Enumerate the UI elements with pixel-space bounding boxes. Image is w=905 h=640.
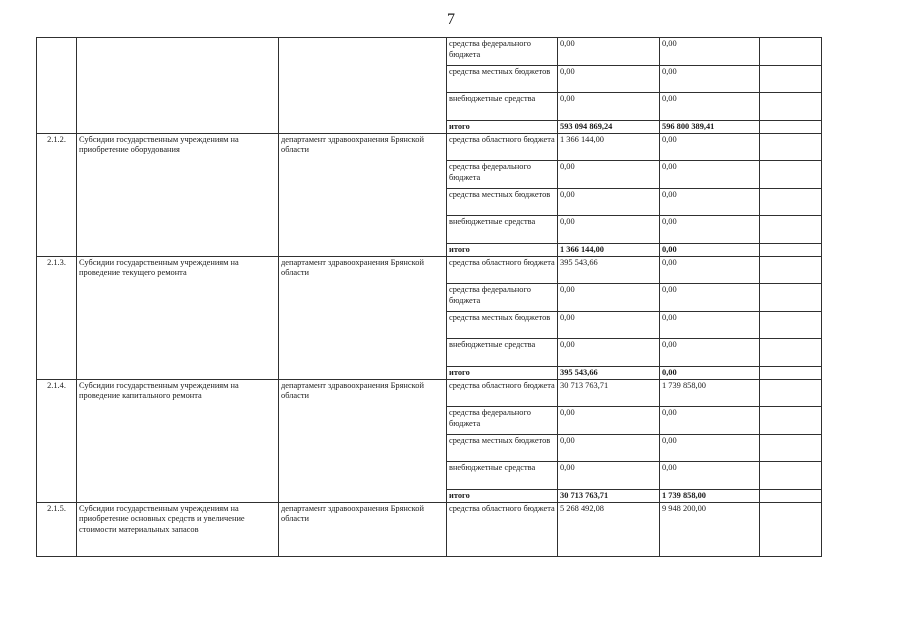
executor: департамент здравоохранения Брянской области (279, 133, 447, 256)
amount-year-2: 0,00 (660, 256, 760, 284)
amount-year-3 (760, 243, 822, 256)
amount-year-1: 0,00 (558, 93, 660, 121)
amount-year-2: 0,00 (660, 311, 760, 339)
item-number (37, 38, 77, 134)
amount-year-1: 0,00 (558, 65, 660, 93)
amount-year-1: 0,00 (558, 462, 660, 490)
amount-year-3 (760, 339, 822, 367)
amount-year-1: 0,00 (558, 339, 660, 367)
funding-source: средства федерального бюджета (447, 407, 558, 435)
amount-year-1: 0,00 (558, 161, 660, 189)
amount-year-1: 30 713 763,71 (558, 489, 660, 502)
table-row (37, 133, 822, 161)
amount-year-1: 0,00 (558, 38, 660, 66)
executor: департамент здравоохранения Брянской области (279, 256, 447, 379)
amount-year-2: 0,00 (660, 65, 760, 93)
amount-year-3 (760, 120, 822, 133)
funding-source: средства областного бюджета (447, 133, 558, 161)
amount-year-2: 0,00 (660, 339, 760, 367)
funding-source: средства федерального бюджета (447, 284, 558, 312)
funding-source: внебюджетные средства (447, 339, 558, 367)
budget-table (36, 37, 822, 557)
amount-year-2: 0,00 (660, 133, 760, 161)
table-row (37, 502, 822, 556)
amount-year-3 (760, 256, 822, 284)
amount-year-2: 0,00 (660, 188, 760, 216)
amount-year-1: 0,00 (558, 434, 660, 462)
amount-year-1: 0,00 (558, 188, 660, 216)
amount-year-3 (760, 407, 822, 435)
amount-year-3 (760, 379, 822, 407)
amount-year-1: 5 268 492,08 (558, 502, 660, 556)
item-name: Субсидии государственным учреждениям на приобретение основных средств и увеличение стоимости материальных запасов (77, 502, 279, 556)
funding-source: итого (447, 243, 558, 256)
amount-year-2: 0,00 (660, 216, 760, 244)
amount-year-1: 0,00 (558, 284, 660, 312)
executor: департамент здравоохранения Брянской области (279, 379, 447, 502)
funding-source: средства областного бюджета (447, 502, 558, 556)
amount-year-2: 0,00 (660, 366, 760, 379)
funding-source: внебюджетные средства (447, 216, 558, 244)
funding-source: итого (447, 366, 558, 379)
funding-source: средства местных бюджетов (447, 65, 558, 93)
funding-source: итого (447, 489, 558, 502)
funding-source: средства федерального бюджета (447, 38, 558, 66)
amount-year-2: 0,00 (660, 434, 760, 462)
amount-year-1: 1 366 144,00 (558, 243, 660, 256)
amount-year-2: 0,00 (660, 38, 760, 66)
amount-year-2: 1 739 858,00 (660, 379, 760, 407)
amount-year-1: 0,00 (558, 311, 660, 339)
amount-year-2: 0,00 (660, 93, 760, 121)
item-name: Субсидии государственным учреждениям на приобретение оборудования (77, 133, 279, 256)
funding-source: средства федерального бюджета (447, 161, 558, 189)
amount-year-3 (760, 311, 822, 339)
amount-year-3 (760, 93, 822, 121)
amount-year-2: 0,00 (660, 284, 760, 312)
item-name: Субсидии государственным учреждениям на проведение капитального ремонта (77, 379, 279, 502)
amount-year-3 (760, 161, 822, 189)
funding-source: средства местных бюджетов (447, 434, 558, 462)
amount-year-2: 0,00 (660, 243, 760, 256)
executor (279, 38, 447, 134)
amount-year-3 (760, 188, 822, 216)
item-number: 2.1.5. (37, 502, 77, 556)
amount-year-1: 0,00 (558, 407, 660, 435)
amount-year-1: 395 543,66 (558, 256, 660, 284)
amount-year-3 (760, 462, 822, 490)
table-row (37, 379, 822, 407)
table-row (37, 38, 822, 66)
item-number: 2.1.2. (37, 133, 77, 256)
amount-year-2: 1 739 858,00 (660, 489, 760, 502)
amount-year-3 (760, 434, 822, 462)
funding-source: внебюджетные средства (447, 93, 558, 121)
amount-year-1: 30 713 763,71 (558, 379, 660, 407)
item-name (77, 38, 279, 134)
amount-year-1: 1 366 144,00 (558, 133, 660, 161)
amount-year-3 (760, 65, 822, 93)
amount-year-3 (760, 38, 822, 66)
funding-source: средства местных бюджетов (447, 188, 558, 216)
item-number: 2.1.4. (37, 379, 77, 502)
amount-year-3 (760, 366, 822, 379)
funding-source: внебюджетные средства (447, 462, 558, 490)
amount-year-2: 0,00 (660, 407, 760, 435)
item-number: 2.1.3. (37, 256, 77, 379)
amount-year-3 (760, 216, 822, 244)
amount-year-3 (760, 284, 822, 312)
amount-year-1: 593 094 869,24 (558, 120, 660, 133)
page-number: 7 (447, 11, 455, 28)
item-name: Субсидии государственным учреждениям на проведение текущего ремонта (77, 256, 279, 379)
funding-source: средства областного бюджета (447, 256, 558, 284)
amount-year-2: 0,00 (660, 462, 760, 490)
table-row (37, 256, 822, 284)
amount-year-1: 395 543,66 (558, 366, 660, 379)
amount-year-2: 9 948 200,00 (660, 502, 760, 556)
funding-source: итого (447, 120, 558, 133)
amount-year-3 (760, 502, 822, 556)
funding-source: средства областного бюджета (447, 379, 558, 407)
amount-year-3 (760, 133, 822, 161)
amount-year-2: 0,00 (660, 161, 760, 189)
executor: департамент здравоохранения Брянской области (279, 502, 447, 556)
amount-year-3 (760, 489, 822, 502)
funding-source: средства местных бюджетов (447, 311, 558, 339)
amount-year-2: 596 800 389,41 (660, 120, 760, 133)
amount-year-1: 0,00 (558, 216, 660, 244)
